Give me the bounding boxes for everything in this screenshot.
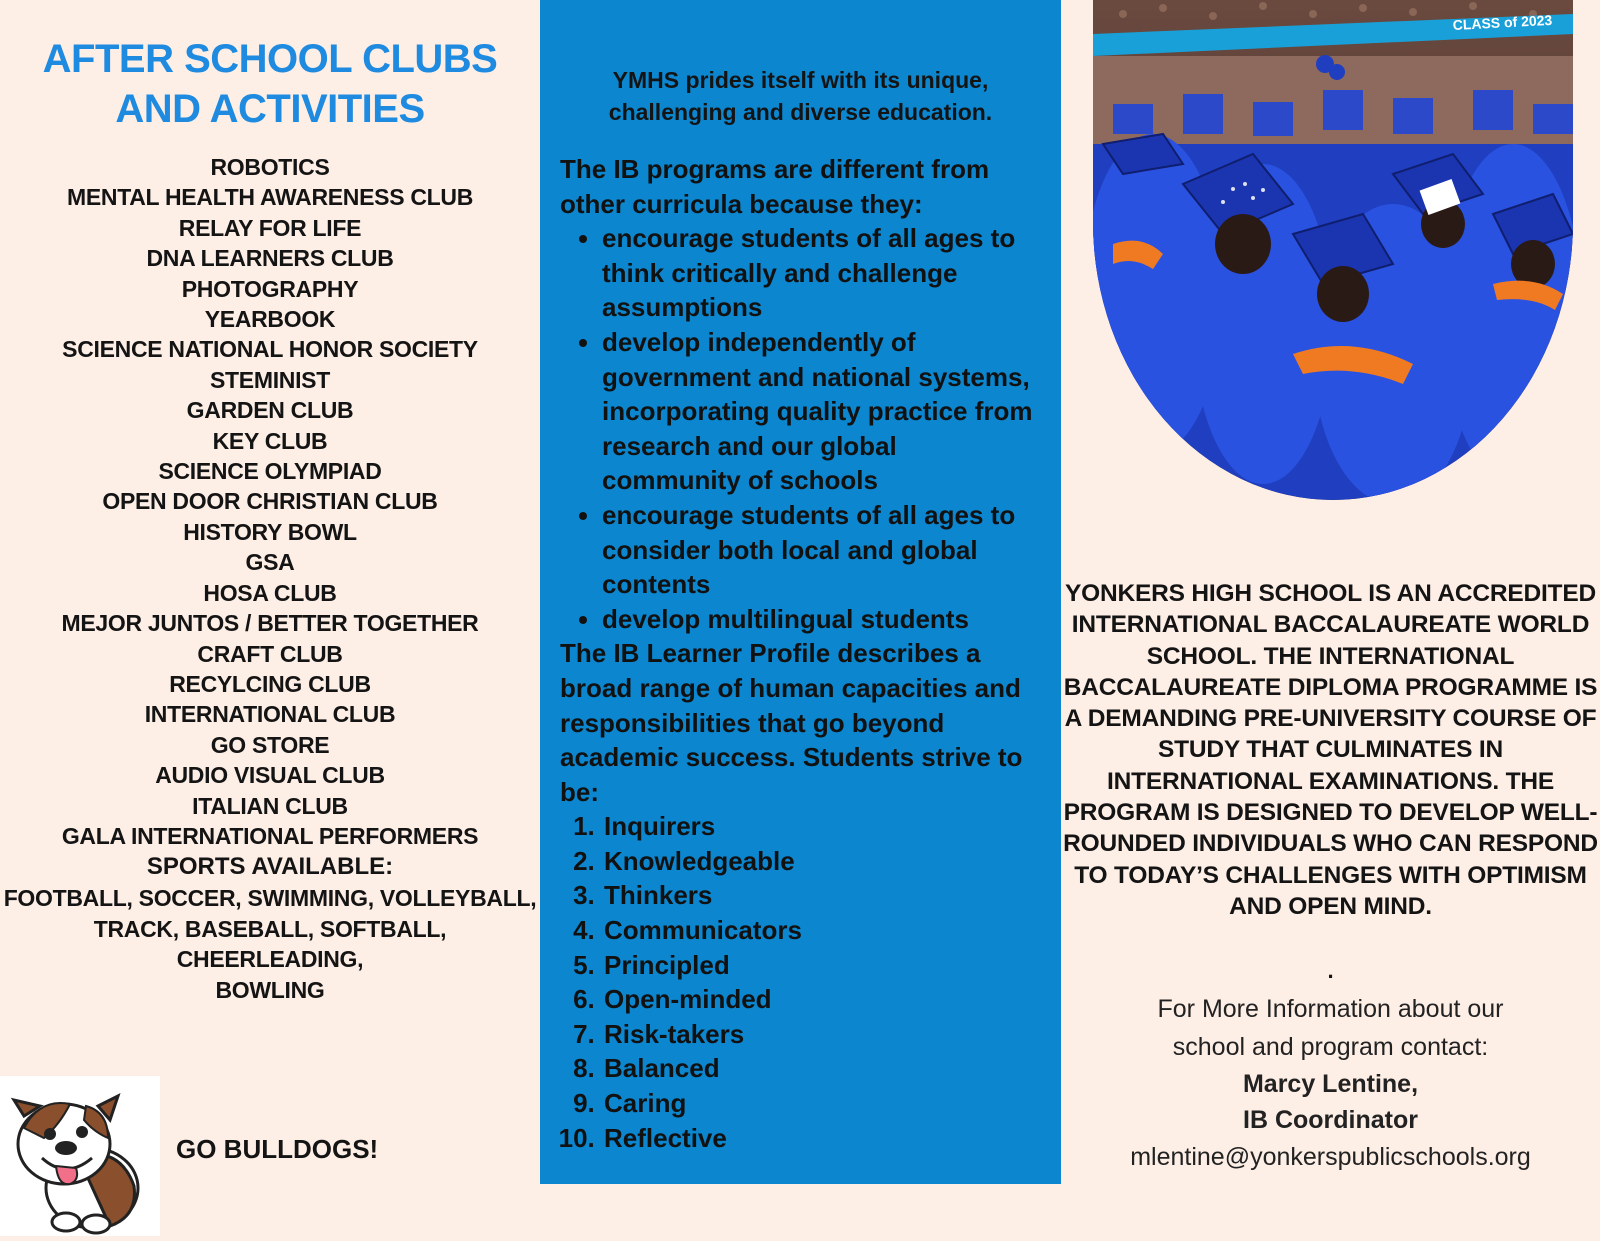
contact-line: For More Information about our [1157, 995, 1504, 1023]
club-item: ITALIAN CLUB [192, 792, 348, 819]
club-item: GO STORE [210, 731, 330, 758]
clubs-title-line1: AFTER SCHOOL CLUBS [42, 37, 498, 81]
club-item: HISTORY BOWL [183, 518, 357, 545]
go-bulldogs-text: GO BULLDOGS! [176, 1134, 379, 1164]
sports-list [0, 883, 540, 1005]
learner-trait: 10. Reflective [602, 1121, 1039, 1156]
clubs-title-line2: AND ACTIVITIES [115, 87, 425, 131]
club-item: GSA [245, 549, 295, 576]
ib-program-panel [540, 0, 1061, 1184]
ymhs-intro: YMHS prides itself with its unique, challenging and diverse education. [608, 67, 993, 125]
sports-line: BOWLING [215, 976, 325, 1003]
club-item: MEJOR JUNTOS / BETTER TOGETHER [61, 610, 479, 637]
learner-trait: 7. Risk-takers [602, 1017, 1039, 1052]
clubs-column [0, 0, 540, 1236]
learner-trait: 3. Thinkers [602, 878, 1039, 913]
separator-dot: . [1327, 958, 1334, 983]
club-item: PHOTOGRAPHY [181, 275, 359, 302]
class-banner-text: CLASS of 2023 [1452, 11, 1553, 33]
learner-trait: 5. Principled [602, 948, 1039, 983]
graduation-photo [1093, 0, 1573, 500]
contact-line: school and program contact: [1172, 1033, 1489, 1061]
ib-points-list [560, 221, 1039, 636]
learner-trait: 1. Inquirers [602, 809, 1039, 844]
club-item: SCIENCE OLYMPIAD [158, 458, 382, 485]
club-item: AUDIO VISUAL CLUB [155, 762, 385, 789]
learner-profile-list [560, 809, 1039, 1155]
club-item: DNA LEARNERS CLUB [146, 245, 394, 272]
club-item: MENTAL HEALTH AWARENESS CLUB [66, 184, 474, 211]
contact-role: IB Coordinator [1243, 1106, 1418, 1134]
club-item: INTERNATIONAL CLUB [144, 701, 396, 728]
learner-trait: 2. Knowledgeable [602, 844, 1039, 879]
school-info-column [1061, 0, 1600, 1236]
club-item: OPEN DOOR CHRISTIAN CLUB [102, 488, 438, 515]
contact-info [1061, 990, 1600, 1176]
ib-description [560, 152, 1039, 1155]
ib-point: • develop independently of government and national systems, incorporating quality practice from research and our global community of schools [602, 325, 1039, 498]
learner-trait: 4. Communicators [602, 913, 1039, 948]
club-item: GARDEN CLUB [186, 397, 354, 424]
club-item: ROBOTICS [210, 154, 330, 180]
club-item: HOSA CLUB [203, 579, 337, 606]
club-item: GALA INTERNATIONAL PERFORMERS [61, 822, 479, 849]
learner-profile-lead: The IB Learner Profile describes a broad range of human capacities and responsibilities that go beyond academic success. Students strive to be: [560, 638, 1023, 807]
learner-trait: 6. Open-minded [602, 982, 1039, 1017]
bulldog-mascot-image [0, 1076, 160, 1236]
club-item: CRAFT CLUB [197, 640, 343, 667]
school-accreditation-statement: YONKERS HIGH SCHOOL IS AN ACCREDITED INTERNATIONAL BACCALAUREATE WORLD SCHOOL. THE INTERNATIONAL BACCALAUREATE DIPLOMA PROGRAMME IS A DEMANDING PRE-UNIVERSITY COURSE OF STUDY THAT CULMINATES IN INTERNATIONAL EXAMINATIONS. THE PROGRAM IS DESIGNED TO DEVELOP WELL-ROUNDED INDIVIDUALS WHO CAN RESPOND TO TODAY’S CHALLENGES WITH OPTIMISM AND OPEN MIND. [1063, 580, 1598, 920]
sports-line: TRACK, BASEBALL, SOFTBALL, CHEERLEADING, [93, 915, 447, 973]
learner-trait: 9. Caring [602, 1086, 1039, 1121]
club-item: SCIENCE NATIONAL HONOR SOCIETY [62, 336, 478, 363]
contact-email: mlentine@yonkerspublicschools.org [1130, 1143, 1531, 1171]
club-item: RELAY FOR LIFE [178, 214, 362, 241]
sports-line: FOOTBALL, SOCCER, SWIMMING, VOLLEYBALL, [3, 885, 537, 912]
ib-point: • encourage students of all ages to consider both local and global contents [602, 498, 1039, 602]
ib-point: • encourage students of all ages to think critically and challenge assumptions [602, 221, 1039, 325]
club-item: YEARBOOK [204, 306, 336, 333]
club-item: KEY CLUB [212, 427, 328, 454]
club-item: STEMINIST [210, 366, 330, 393]
clubs-title [0, 34, 540, 134]
club-item: RECYLCING CLUB [169, 670, 371, 697]
learner-trait: 8. Balanced [602, 1051, 1039, 1086]
ib-point: • develop multilingual students [602, 602, 1039, 637]
contact-name: Marcy Lentine, [1242, 1070, 1419, 1098]
club-list [0, 152, 540, 851]
ib-lead: The IB programs are different from other curricula because they: [560, 154, 990, 219]
sports-heading: SPORTS AVAILABLE: [146, 853, 394, 881]
